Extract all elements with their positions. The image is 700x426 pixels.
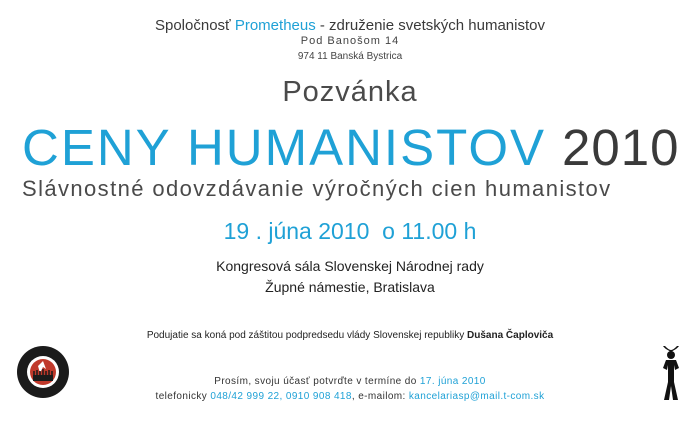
rsvp-text: Prosím, svoju účasť potvrďte v termíne do — [214, 376, 417, 387]
org-name: Prometheus — [234, 17, 316, 34]
contact-line — [0, 391, 700, 402]
org-suffix: - združenie svetských humanistov — [319, 17, 545, 34]
email-address: kancelariasp@mail.t-com.sk — [408, 391, 545, 402]
patronage-line — [0, 330, 700, 341]
phone-numbers: 048/42 999 22, 0910 908 418 — [210, 391, 352, 402]
event-title-text: CENY HUMANISTOV — [22, 119, 547, 176]
phone-label: telefonicky — [155, 391, 208, 402]
event-title — [22, 118, 680, 177]
org-prefix: Spoločnosť — [154, 17, 231, 34]
rsvp-deadline: 17. júna 2010 — [419, 376, 486, 387]
venue-address: Župné námestie, Bratislava — [265, 279, 435, 295]
email-label: , e-mailom: — [351, 391, 406, 402]
address-city: 974 11 Banská Bystrica — [297, 51, 403, 62]
event-year: 2010 — [562, 119, 680, 176]
venue-hall: Kongresová sála Slovenskej Národnej rady — [216, 258, 484, 274]
invitation-label: Pozvánka — [282, 76, 418, 108]
event-date: 19 . júna 2010 o 11.00 h — [223, 218, 477, 244]
patronage-text: Podujatie sa koná pod záštitou podpredsedu vlády Slovenskej republiky — [146, 330, 465, 341]
prometheus-seal-icon — [16, 345, 70, 399]
address-street: Pod Banošom 14 — [300, 35, 400, 47]
event-subtitle: Slávnostné odovzdávanie výročných cien humanistov — [22, 176, 612, 201]
organization-line — [0, 17, 700, 34]
patron-name: Dušana Čaploviča — [467, 330, 554, 341]
humanist-figure-icon — [659, 346, 683, 400]
rsvp-line — [0, 376, 700, 387]
